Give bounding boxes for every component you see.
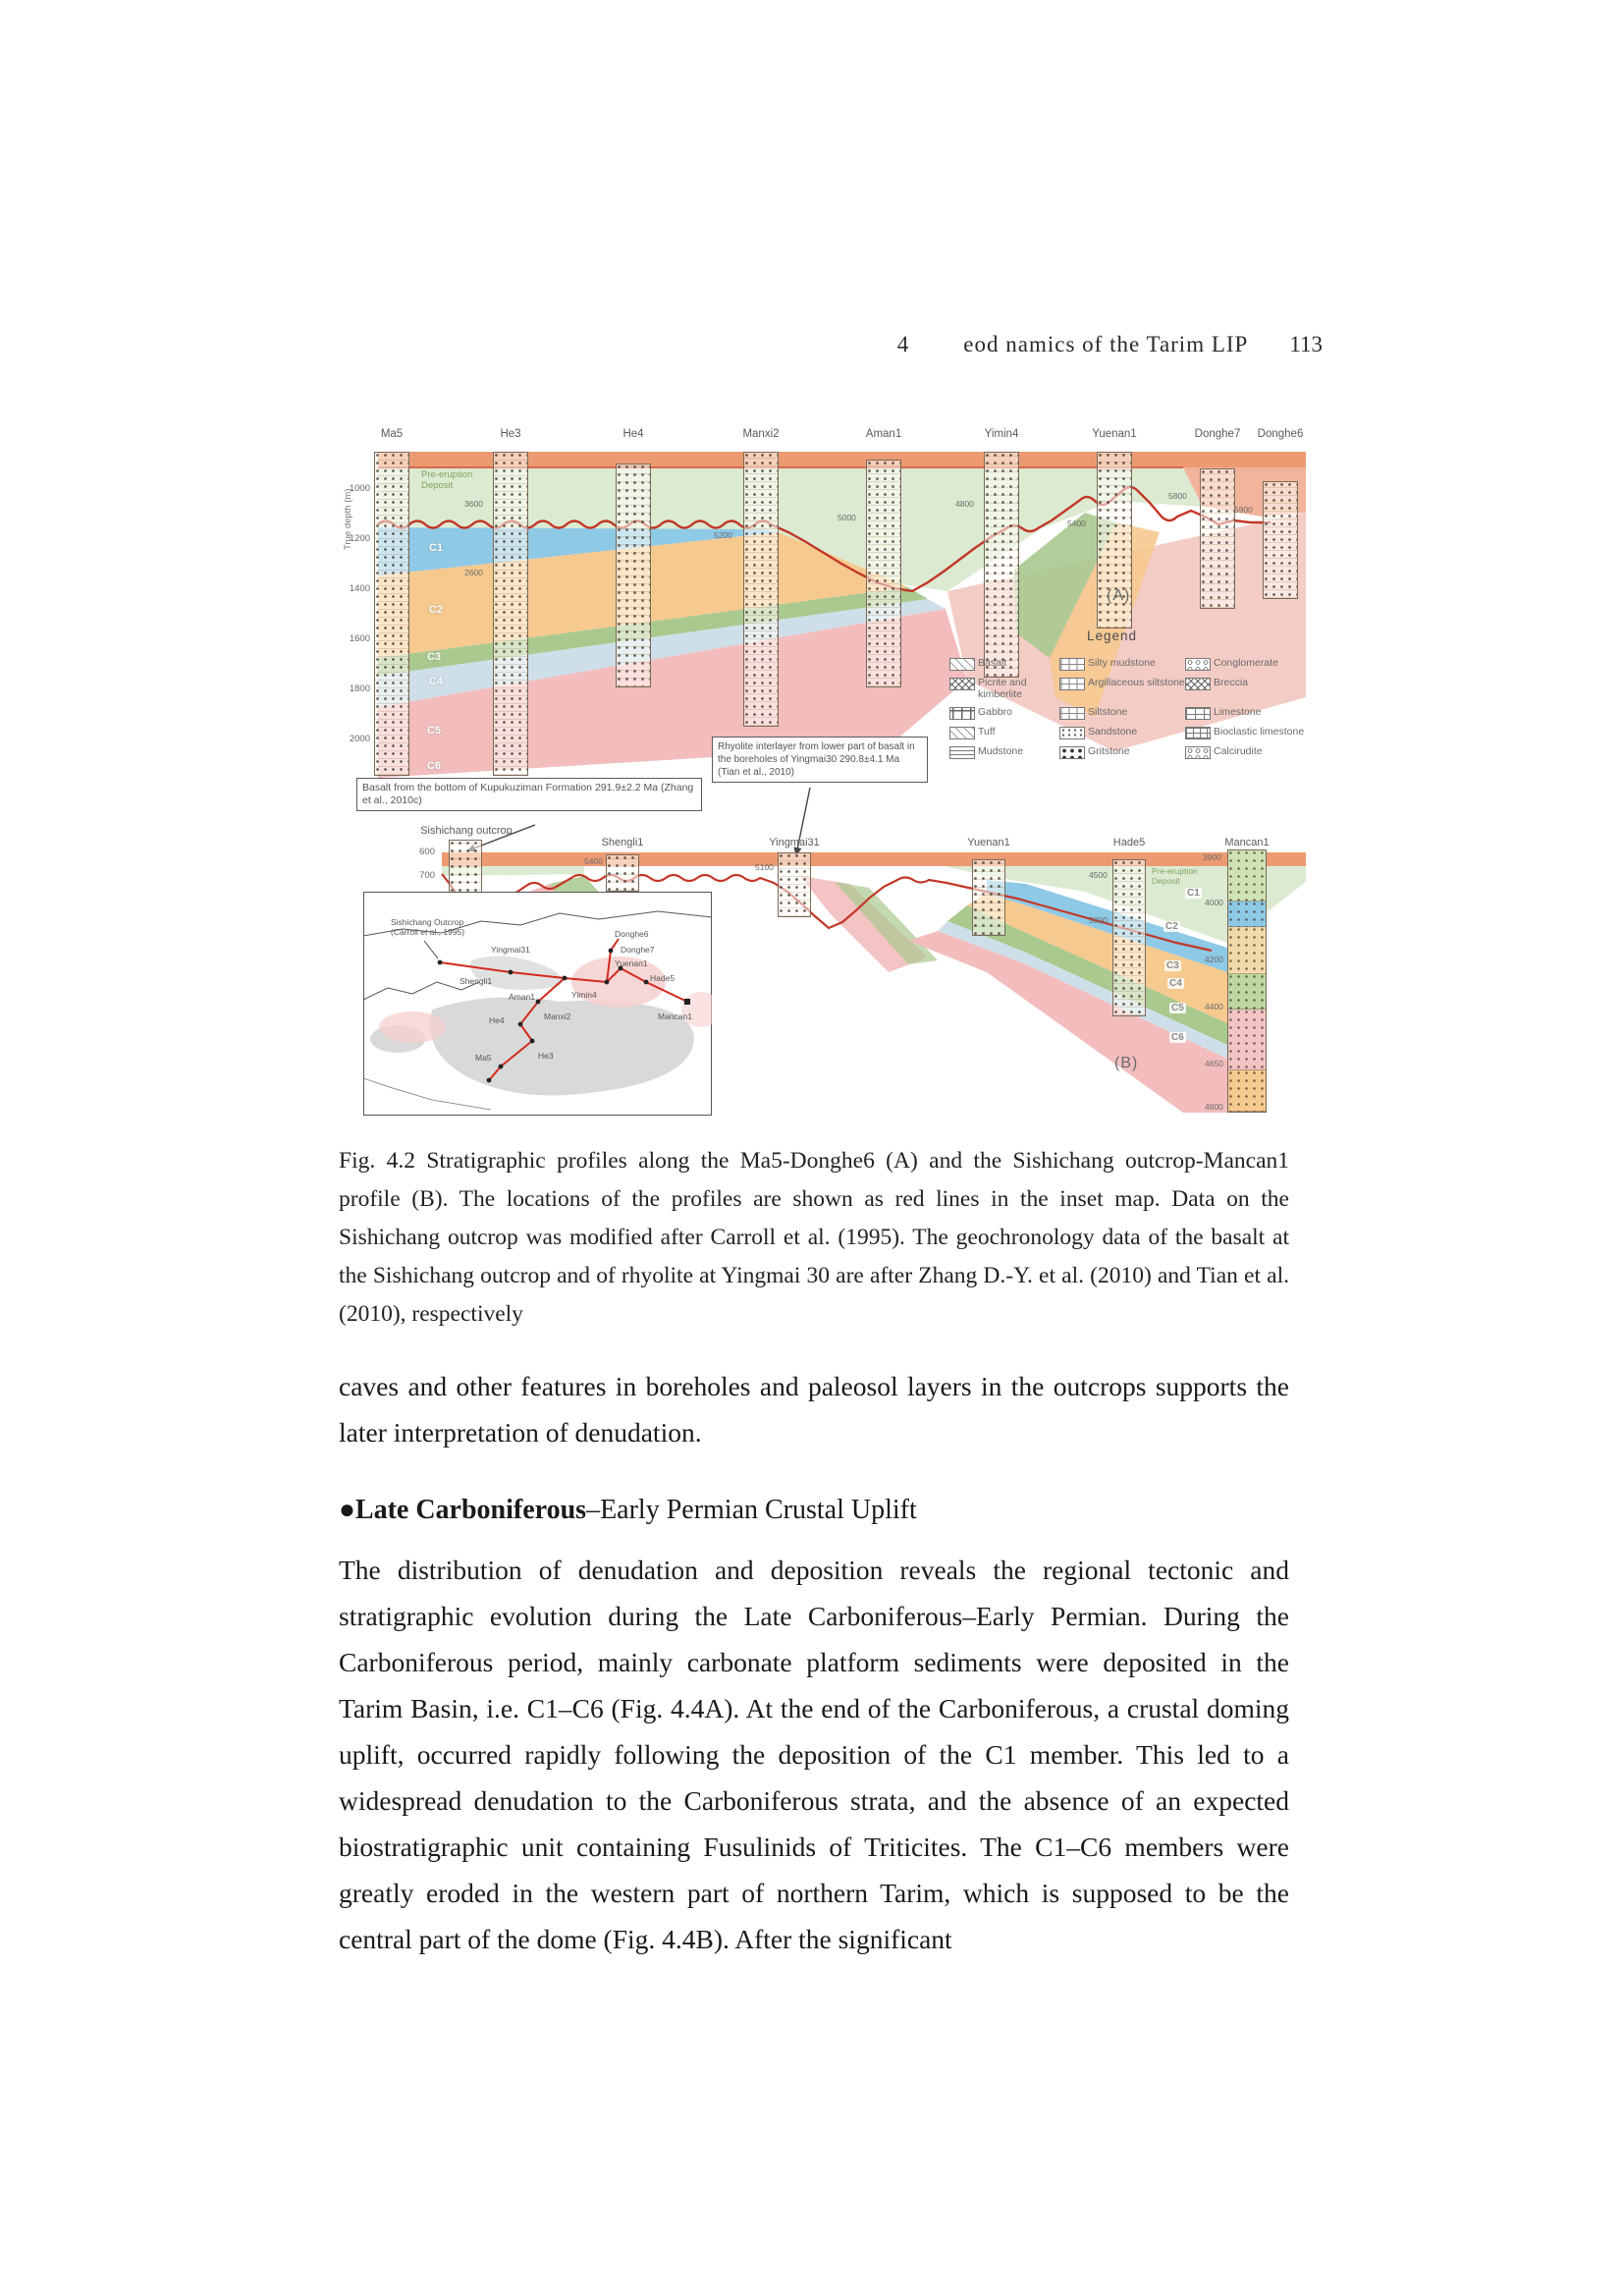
unit-label-c3-a: C3: [427, 651, 442, 663]
legend-item: Breccia: [1185, 678, 1306, 700]
unit-label-c2-a: C2: [429, 604, 444, 616]
paragraph: caves and other features in boreholes and paleosol layers in the outcrops supports the later interpretation of denudation.: [339, 1371, 1289, 1448]
depth-annotation: 4650: [1205, 1059, 1223, 1068]
well-column-he4: [616, 464, 651, 687]
well-label-aman1: Aman1: [865, 428, 902, 440]
legend-item: Conglomerate: [1185, 658, 1306, 671]
depth-annotation: 3600: [464, 499, 483, 509]
unit-label-c5-b: C5: [1171, 1003, 1184, 1013]
map-label-sishichang-ref: (Carroll et al., 1995): [391, 927, 465, 937]
depth-annotation: 5100: [755, 862, 774, 872]
tick-2000: 2000: [349, 734, 370, 744]
breccia-swatch-icon: [1185, 678, 1211, 690]
unit-label-c6-b: C6: [1171, 1032, 1184, 1043]
depth-annotation: 5900: [1234, 505, 1253, 515]
legend-item: Sandstone: [1059, 727, 1185, 739]
panel-label-b: (B): [1114, 1055, 1139, 1071]
legend-item: Bioclastic limestone: [1185, 727, 1306, 739]
legend-title: Legend: [1087, 629, 1138, 643]
depth-annotation: 4200: [1205, 955, 1223, 964]
section-heading-bold: ●Late Carboniferous: [339, 1495, 587, 1525]
depth-annotation: 5400: [584, 856, 603, 866]
depth-annotation: 4800: [955, 499, 974, 509]
section-heading-rest: –Early Permian Crustal Uplift: [586, 1495, 917, 1525]
well-column-yingmai31: [778, 852, 811, 917]
legend-item: Gritstone: [1059, 746, 1185, 759]
well-label-donghe7: Donghe7: [1194, 428, 1241, 440]
legend-item: Mudstone: [949, 746, 1059, 759]
rhyolite-age-note: Rhyolite interlayer from lower part of basalt in the boreholes of Yingmai30 290.8±4.1 Ma (Tian et al., 2010): [712, 737, 928, 783]
well-label-yuenan1-b: Yuenan1: [967, 837, 1010, 848]
tick-700: 700: [419, 870, 435, 881]
depth-annotation: 4500: [1089, 870, 1108, 880]
pre-eruption-label-a: Pre-eruption Deposit: [421, 469, 473, 491]
well-label-yingmai31: Yingmai31: [769, 837, 820, 848]
tick-600: 600: [419, 847, 435, 857]
mancan1-segment-green: [1228, 850, 1266, 902]
running-head: [339, 332, 1323, 357]
well-label-hade5: Hade5: [1112, 837, 1146, 848]
unit-label-c2-b: C2: [1165, 921, 1178, 932]
mancan1-segment-orange: [1228, 1070, 1266, 1112]
paragraph: The distribution of denudation and deposition reveals the regional tectonic and stratigraphic evolution during the Late Carboniferous–Early Permian. During the Carboniferous period, mainly carbonate platform sediments were deposited in the Tarim Basin, i.e. C1–C6 (Fig. 4.4A). At the end of the Carboniferous, a crustal doming uplift, occurred rapidly following the deposition of the C1 member. This led to a widespread denudation to the Carboniferous strata, and the absence of an expected biostratigraphic unit containing Fusulinids of Triticites. The C1–C6 members were greatly eroded in the western part of northern Tarim, which is supposed to be the central part of the dome (Fig. 4.4B). After the significant: [339, 1555, 1289, 1954]
figure-caption-label: Fig. 4.2: [339, 1148, 415, 1174]
map-label-hade5: Hade5: [650, 973, 676, 983]
mudstone-swatch-icon: [949, 746, 975, 759]
basalt-swatch-icon: [949, 658, 975, 671]
page-number: 113: [1289, 332, 1323, 356]
map-label-sishichang-outcrop: Sishichang Outcrop: [391, 917, 464, 927]
well-column-hade5: [1112, 859, 1146, 1016]
chapter-number: 4: [896, 332, 909, 356]
well-label-he4: He4: [622, 428, 644, 440]
mancan1-segment-blue: [1228, 902, 1266, 927]
well-label-yimin4: Yimin4: [984, 428, 1019, 440]
silty-mudstone-swatch-icon: [1059, 658, 1085, 671]
bioclastic-limestone-swatch-icon: [1185, 727, 1211, 739]
well-column-ma5: [374, 452, 409, 776]
figure-caption-text: Stratigraphic profiles along the Ma5-Donghe6 (A) and the Sishichang outcrop-Mancan1 profile (B). The locations of the profiles are shown as red lines in the inset map. Data on the Sishichang outcrop was modified after Carroll et al. (1995). The geochronology data of the basalt at the Sishichang outcrop and of rhyolite at Yingmai 30 are after Zhang D.-Y. et al. (2010) and Tian et al. (2010), respectively: [339, 1148, 1289, 1327]
legend-item: Basalt: [949, 658, 1059, 671]
legend-item: Limestone: [1185, 707, 1306, 720]
depth-annotation: 5400: [1067, 519, 1086, 528]
legend-item: Siltstone: [1059, 707, 1185, 720]
map-label-donghe6: Donghe6: [615, 929, 649, 939]
calcirudite-swatch-icon: [1185, 746, 1211, 759]
gabbro-swatch-icon: [949, 707, 975, 720]
well-column-yuenan1-b: [972, 859, 1005, 936]
well-column-manxi2: [743, 452, 779, 727]
legend-item: Argillaceous siltstone: [1059, 678, 1185, 700]
mancan1-segment-tan: [1228, 927, 1266, 974]
legend-item: Gabbro: [949, 707, 1059, 720]
figure-4-2: [339, 422, 1306, 1120]
depth-annotation: 2600: [464, 568, 483, 577]
depth-annotation: 3900: [1203, 852, 1221, 862]
picrite-swatch-icon: [949, 678, 975, 690]
depth-annotation: 5000: [838, 513, 856, 522]
tick-1400: 1400: [349, 583, 370, 594]
argillaceous-siltstone-swatch-icon: [1059, 678, 1085, 690]
siltstone-swatch-icon: [1059, 707, 1085, 720]
well-label-donghe6: Donghe6: [1257, 428, 1304, 440]
well-label-he3: He3: [500, 428, 521, 440]
depth-annotation: 5800: [1168, 491, 1187, 501]
depth-annotation: 4800: [1205, 1102, 1223, 1112]
unit-label-c4-b: C4: [1169, 978, 1182, 989]
well-label-shengli1: Shengli1: [601, 837, 644, 848]
map-label-mancan1: Mancan1: [658, 1011, 692, 1021]
unit-label-c1-a: C1: [429, 542, 444, 554]
well-column-aman1: [866, 460, 901, 687]
map-label-aman1: Aman1: [509, 992, 535, 1002]
legend-item: Calcirudite: [1185, 746, 1306, 759]
tick-1600: 1600: [349, 633, 370, 644]
gritstone-swatch-icon: [1059, 746, 1085, 759]
unit-label-c5-a: C5: [427, 725, 442, 737]
well-label-sishichang: Sishichang outcrop: [420, 825, 513, 837]
conglomerate-swatch-icon: [1185, 658, 1211, 671]
depth-annotation: 5000: [1089, 915, 1108, 925]
well-column-donghe7: [1200, 468, 1235, 609]
mancan1-segment-pink: [1228, 1010, 1266, 1070]
limestone-swatch-icon: [1185, 707, 1211, 720]
figure-caption: [339, 1142, 1289, 1334]
depth-axis-label: True depth (m): [343, 488, 353, 550]
unit-label-c3-b: C3: [1166, 960, 1179, 971]
depth-annotation: 4400: [1205, 1002, 1223, 1011]
map-label-manxi2: Manxi2: [544, 1011, 571, 1021]
well-column-donghe6: [1263, 481, 1298, 599]
map-label-ma5: Ma5: [475, 1053, 492, 1063]
well-column-he3: [493, 452, 528, 776]
well-column-mancan1: [1227, 849, 1267, 1113]
well-column-shengli1: [606, 854, 639, 892]
section-heading: [339, 1487, 1289, 1533]
depth-annotation: 5200: [714, 530, 732, 540]
well-label-ma5: Ma5: [380, 428, 404, 440]
tuff-swatch-icon: [949, 727, 975, 739]
inset-location-map: [363, 892, 712, 1116]
well-label-manxi2: Manxi2: [742, 428, 780, 440]
map-label-donghe7: Donghe7: [621, 945, 655, 955]
tick-1800: 1800: [349, 683, 370, 694]
body-text: [339, 1363, 1289, 1962]
unit-label-c6-a: C6: [427, 760, 442, 772]
map-label-yuenan1: Yuenan1: [615, 958, 648, 968]
unit-label-c1-b: C1: [1187, 888, 1200, 899]
well-column-yimin4: [984, 452, 1019, 678]
basalt-age-note: Basalt from the bottom of Kupukuziman Formation 291.9±2.2 Ma (Zhang et al., 2010c): [356, 778, 702, 811]
depth-annotation: 4000: [1205, 898, 1223, 907]
unit-label-c4-a: C4: [429, 676, 444, 687]
map-label-he4: He4: [489, 1015, 505, 1025]
map-label-shengli1: Shengli1: [460, 976, 493, 986]
map-label-yingmai31: Yingmai31: [491, 945, 530, 955]
chapter-title: eod namics of the Tarim LIP: [963, 332, 1249, 356]
map-label-yimin4: Yimin4: [571, 990, 597, 1000]
tick-1000: 1000: [349, 483, 370, 494]
mancan1-segment-green2: [1228, 974, 1266, 1010]
sandstone-swatch-icon: [1059, 727, 1085, 739]
legend: [949, 658, 1306, 759]
pre-eruption-label-b: Pre-eruption Deposit: [1152, 866, 1198, 886]
legend-item: Tuff: [949, 727, 1059, 739]
well-label-yuenan1: Yuenan1: [1092, 428, 1137, 440]
panel-label-a: (A): [1107, 587, 1131, 604]
map-label-he3: He3: [538, 1051, 554, 1061]
well-label-mancan1: Mancan1: [1224, 837, 1270, 848]
legend-item: Silty mudstone: [1059, 658, 1185, 671]
tick-1200: 1200: [349, 533, 370, 544]
legend-item: Picrite and kimberlite: [949, 678, 1059, 700]
